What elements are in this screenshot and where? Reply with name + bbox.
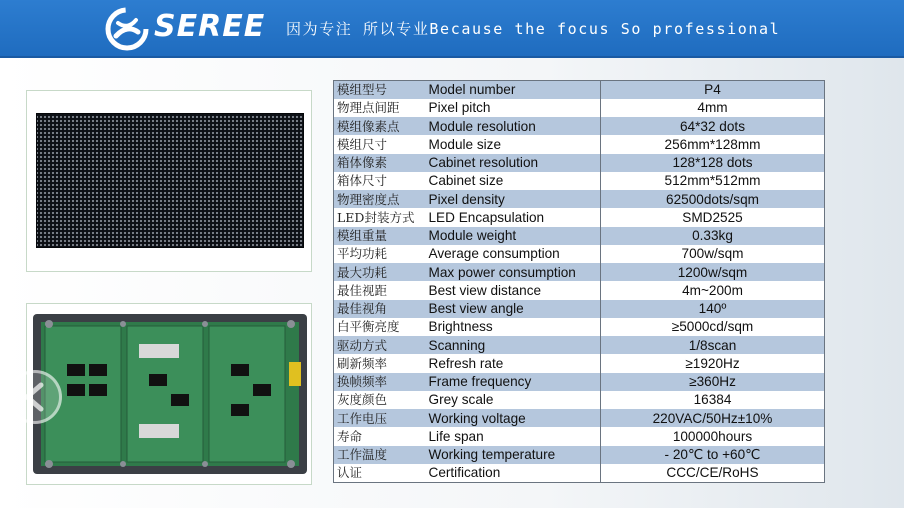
spec-label-cn: 最佳视角 <box>337 301 388 317</box>
spec-row <box>334 154 825 172</box>
spec-label-en: Average consumption <box>426 245 601 263</box>
spec-label-cn: 箱体尺寸 <box>337 173 388 189</box>
spec-row <box>334 208 825 226</box>
spec-row <box>334 190 825 208</box>
spec-label-en: Working temperature <box>426 446 601 464</box>
spec-row <box>334 318 825 336</box>
spec-label-cn: 模组像素点 <box>337 118 400 134</box>
spec-label-en: Certification <box>426 464 601 482</box>
spec-label-en: Pixel density <box>426 190 601 208</box>
spec-label-en: Frame frequency <box>426 373 601 391</box>
spec-row <box>334 172 825 190</box>
spec-row <box>334 135 825 153</box>
spec-label-cn: 最大功耗 <box>337 264 388 280</box>
spec-value: CCC/CE/RoHS <box>666 465 759 481</box>
spec-label-cn: 最佳视距 <box>337 282 388 298</box>
seree-logo-icon <box>104 6 150 52</box>
spec-label-cn: LED封装方式 <box>337 209 415 225</box>
spec-value: 62500dots/sqm <box>666 191 759 207</box>
circle-left-arrow-icon[interactable] <box>8 370 62 424</box>
spec-label-cn: 刷新频率 <box>337 355 388 371</box>
spec-value: - 20℃ to +60℃ <box>664 447 761 463</box>
spec-row <box>334 263 825 281</box>
header-banner <box>0 0 904 58</box>
spec-label-en: Scanning <box>426 336 601 354</box>
spec-row <box>334 281 825 299</box>
spec-label-cn: 平均功耗 <box>337 246 388 262</box>
spec-row <box>334 373 825 391</box>
spec-value: ≥5000cd/sqm <box>671 319 754 335</box>
brand-name: SEREE <box>154 9 266 44</box>
spec-row <box>334 354 825 372</box>
spec-value: ≥1920Hz <box>685 355 740 371</box>
spec-row <box>334 336 825 354</box>
spec-value: 128*128 dots <box>672 155 753 171</box>
spec-row <box>334 117 825 135</box>
led-module-front-photo <box>26 90 312 272</box>
spec-label-cn: 模组型号 <box>337 82 388 98</box>
spec-label-en: Module size <box>426 135 601 153</box>
spec-label-en: Working voltage <box>426 409 601 427</box>
spec-value: 4m~200m <box>682 282 743 298</box>
spec-row <box>334 300 825 318</box>
spec-value: SMD2525 <box>682 209 743 225</box>
spec-label-cn: 白平衡亮度 <box>337 319 400 335</box>
spec-label-en: Cabinet resolution <box>426 154 601 172</box>
spec-label-cn: 换帧频率 <box>337 374 388 390</box>
spec-value: P4 <box>704 82 721 98</box>
spec-row <box>334 427 825 445</box>
spec-label-cn: 驱动方式 <box>337 337 388 353</box>
spec-row <box>334 409 825 427</box>
spec-label-en: Module weight <box>426 227 601 245</box>
spec-label-en: Model number <box>426 81 601 99</box>
spec-label-en: LED Encapsulation <box>426 208 601 226</box>
spec-label-cn: 工作温度 <box>337 447 388 463</box>
spec-value: 1/8scan <box>688 337 737 353</box>
spec-row <box>334 446 825 464</box>
spec-row <box>334 245 825 263</box>
spec-label-en: Max power consumption <box>426 263 601 281</box>
spec-value: 512mm*512mm <box>664 173 761 189</box>
spec-value: 0.33kg <box>692 228 733 244</box>
led-module-back-photo <box>26 303 312 485</box>
spec-value: 64*32 dots <box>679 118 745 134</box>
spec-label-en: Cabinet size <box>426 172 601 190</box>
spec-label-cn: 寿命 <box>337 428 363 444</box>
spec-value: 16384 <box>693 392 732 408</box>
spec-table <box>333 80 825 483</box>
spec-value: 256mm*128mm <box>664 136 761 152</box>
spec-label-cn: 模组重量 <box>337 228 388 244</box>
spec-row <box>334 227 825 245</box>
header-slogan: 因为专注 所以专业Because the focus So professional <box>286 20 781 38</box>
spec-label-cn: 箱体像素 <box>337 155 388 171</box>
spec-value: 100000hours <box>672 428 753 444</box>
spec-label-en: Life span <box>426 427 601 445</box>
spec-label-en: Brightness <box>426 318 601 336</box>
spec-label-en: Refresh rate <box>426 354 601 372</box>
spec-label-cn: 物理点间距 <box>337 100 400 116</box>
spec-label-en: Best view distance <box>426 281 601 299</box>
spec-label-en: Grey scale <box>426 391 601 409</box>
spec-label-cn: 认证 <box>337 465 363 481</box>
spec-value: 1200w/sqm <box>677 264 748 280</box>
spec-label-cn: 工作电压 <box>337 410 388 426</box>
spec-label-en: Pixel pitch <box>426 99 601 117</box>
spec-value: ≥360Hz <box>689 374 736 390</box>
spec-row <box>334 81 825 99</box>
spec-label-cn: 灰度颜色 <box>337 392 388 408</box>
spec-row <box>334 464 825 482</box>
spec-value: 220VAC/50Hz±10% <box>652 410 773 426</box>
spec-value: 140º <box>698 301 727 317</box>
spec-label-cn: 物理密度点 <box>337 191 400 207</box>
spec-row <box>334 99 825 117</box>
spec-label-cn: 模组尺寸 <box>337 136 388 152</box>
spec-label-en: Module resolution <box>426 117 601 135</box>
spec-value: 4mm <box>697 100 728 116</box>
spec-label-en: Best view angle <box>426 300 601 318</box>
spec-value: 700w/sqm <box>681 246 744 262</box>
spec-row <box>334 391 825 409</box>
